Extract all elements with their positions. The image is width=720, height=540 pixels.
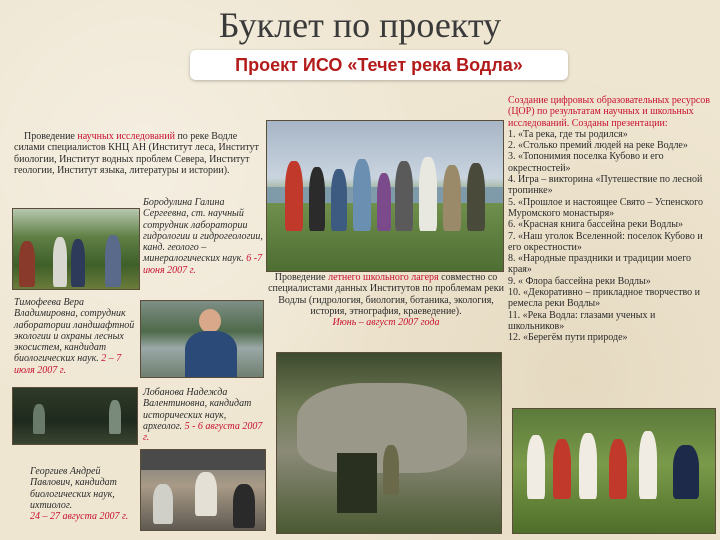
presentations-list [508,129,714,344]
highlight-camp: летнего школьного лагеря [328,272,439,283]
list-item: 11. «Река Водла: глазами ученых и школьников» [508,309,656,332]
photo-night-campfire [12,387,138,445]
photo-forest-group [12,208,140,290]
photo-office-meeting [140,449,266,531]
list-item: 2. «Столько премий людей на реке Водле» [508,140,688,152]
highlight-science: научных исследований [77,131,175,142]
list-item: 5. «Прошлое и настоящее Свято – Успенского Муромского монастыря» [508,196,703,219]
presentations-intro: Создание цифровых образовательных ресурсов (ЦОР) по результатам научных и школьных исследований. Созданы презентации: [508,95,711,129]
georgiev-caption: Георгиев Андрей Павлович, кандидат биологических наук, ихтиолог. 24 – 27 августа 2007 г. [30,466,129,523]
center-camp-text: Проведение летнего школьного лагеря совместно со специалистами данных Институтов по проблемам реки Водлы (гидрология, биология, ботаника, экология, история, этнография, краеведение). Июнь – август 2007 года [268,272,504,329]
right-presentations [508,95,714,344]
list-item: 4. Игра – викторина «Путешествие по лесной тропинке» [508,174,703,197]
list-item: 9. « Флора бассейна реки Водлы» [508,275,651,287]
photo-stone-rock [276,352,502,534]
page-title: Буклет по проекту [218,5,502,45]
project-banner: Проект ИСО «Течет река Водла» [190,50,568,80]
left-intro-text: Проведение научных исследований по реке Водле силами специалистов КНЦ АН (Институт леса, Институт биологии, Институт водных проблем Севера, Институт геологии, Институт языка, литературы и истории). [14,131,259,176]
photo-timofeeva-portrait [140,300,264,378]
list-item: 3. «Топонимия поселка Кубово и его окрестностей» [508,151,664,174]
list-item: 12. «Берегём пути природе» [508,332,628,344]
photo-folk-dance [512,408,716,534]
list-item: 6. «Красная книга бассейна реки Водлы» [508,219,683,231]
list-item: 7. «Наш уголок Вселенной: поселок Кубово и его окрестности» [508,230,703,253]
lobanova-caption: Лобанова Надежда Валентиновна, кандидат исторических наук, археолог. 5 - 6 августа 2007 г. [143,387,263,444]
timofeeva-caption: Тимофеева Вера Владимировна, сотрудник лаборатории ландшафтной экологии и охраны лесных экосистем, кандидат биологических наук. 2 – 7 июля 2007 г. [14,297,135,376]
borodulina-caption: Бородулина Галина Сергеевна, ст. научный сотрудник лаборатории гидрологии и гидрогеологии, канд. геолого – минералогических наук. 6 -7 июня 2007 г. [143,197,263,276]
list-item: 10. «Декоративно – прикладное творчество и ремесла реки Водлы» [508,287,701,310]
list-item: 1. «Та река, где ты родился» [508,128,628,140]
camp-dates: Июнь – август 2007 года [332,317,440,329]
photo-camp-group [266,120,504,272]
list-item: 8. «Народные праздники и традиции моего края» [508,253,692,276]
